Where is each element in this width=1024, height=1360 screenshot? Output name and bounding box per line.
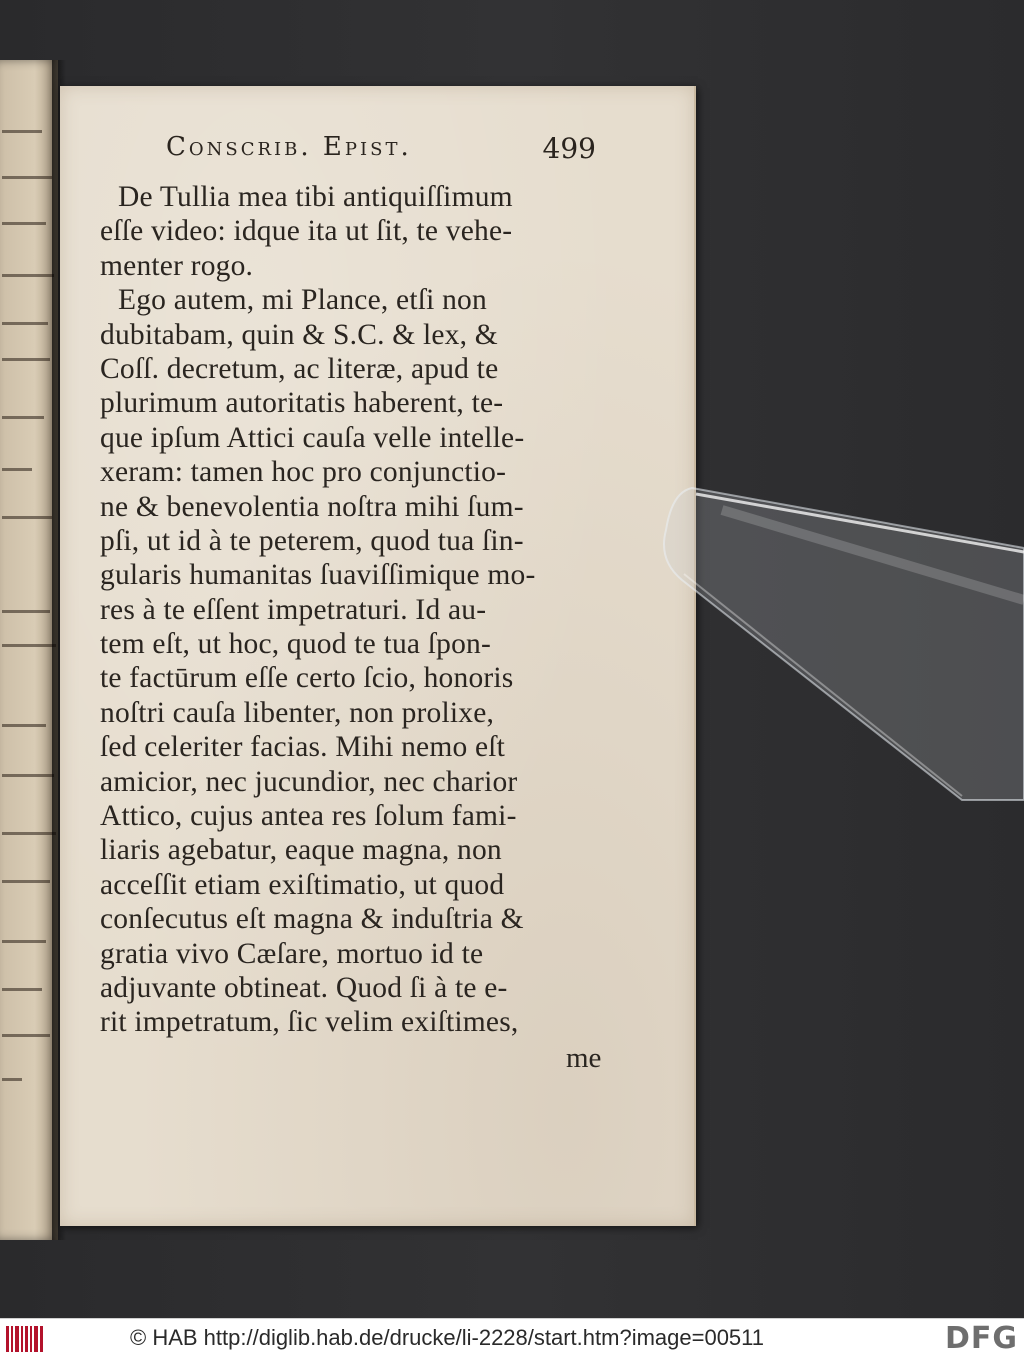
barcode-stripe bbox=[15, 1326, 19, 1352]
page-holder-clip bbox=[662, 470, 1024, 590]
barcode-stripe bbox=[6, 1326, 9, 1352]
text-line: xeram: tamen hoc pro conjunctio- bbox=[100, 456, 507, 489]
barcode-stripe bbox=[25, 1326, 28, 1352]
text-line: Coſſ. decretum, ac literæ, apud te bbox=[100, 352, 499, 385]
text-line: pſi, ut id à te peterem, quod tua ſin- bbox=[100, 524, 524, 557]
text-line: acceſſit etiam exiſtimatio, ut quod bbox=[100, 868, 505, 901]
barcode-stripe bbox=[34, 1326, 38, 1352]
barcode-stripe bbox=[21, 1326, 23, 1352]
previous-page-text-fragment bbox=[2, 724, 46, 727]
previous-page-text-fragment bbox=[2, 222, 46, 225]
previous-page-text-fragment bbox=[2, 274, 54, 277]
body-text bbox=[100, 180, 610, 1040]
running-head bbox=[104, 132, 604, 172]
text-line: dubitabam, quin & S.C. & lex, & bbox=[100, 318, 498, 351]
catchword: me bbox=[566, 1042, 602, 1074]
previous-page-text-fragment bbox=[2, 322, 48, 325]
text-line: te factūrum eſſe certo ſcio, honoris bbox=[100, 662, 514, 695]
hab-barcode-logo bbox=[6, 1326, 46, 1352]
barcode-stripe bbox=[30, 1326, 32, 1352]
running-title: Conscrib. Epist. bbox=[166, 132, 412, 162]
footer-bar bbox=[0, 1318, 1024, 1360]
previous-page-text-fragment bbox=[2, 880, 50, 883]
text-line: plurimum autoritatis haberent, te- bbox=[100, 387, 504, 420]
text-line: eſſe video: idque ita ut ſit, te vehe- bbox=[100, 215, 513, 248]
previous-page-text-fragment bbox=[2, 130, 42, 133]
text-line: menter rogo. bbox=[100, 249, 254, 282]
text-line: que ipſum Attici cauſa velle intelle- bbox=[100, 421, 525, 454]
previous-page-text-fragment bbox=[2, 832, 56, 835]
previous-page-text-fragment bbox=[2, 358, 50, 361]
text-line: Ego autem, mi Plance, etſi non bbox=[118, 284, 487, 317]
page-number: 499 bbox=[542, 132, 596, 165]
text-line: rit impetratum, ſic velim exiſtimes, bbox=[100, 1006, 519, 1039]
previous-page-text-fragment bbox=[2, 468, 32, 471]
text-line: tem eſt, ut hoc, quod te tua ſpon- bbox=[100, 628, 492, 661]
text-line: Attico, cujus antea res ſolum fami- bbox=[100, 800, 517, 833]
previous-page-text-fragment bbox=[2, 516, 52, 519]
text-line: gratia vivo Cæſare, mortuo id te bbox=[100, 937, 484, 970]
barcode-stripe bbox=[11, 1326, 13, 1352]
previous-page-text-fragment bbox=[2, 416, 44, 419]
text-line: noſtri cauſa libenter, non prolixe, bbox=[100, 696, 495, 729]
previous-page-text-fragment bbox=[2, 610, 50, 613]
dfg-logo: DFG bbox=[944, 1321, 1018, 1356]
text-line: res à te eſſent impetraturi. Id au- bbox=[100, 593, 487, 626]
previous-page-text-fragment bbox=[2, 176, 52, 179]
text-line: gularis humanitas ſuaviſſimique mo- bbox=[100, 559, 536, 592]
barcode-stripe bbox=[40, 1326, 43, 1352]
previous-page-edge bbox=[0, 60, 58, 1240]
text-line: amicior, nec jucundior, nec charior bbox=[100, 765, 518, 798]
previous-page-text-fragment bbox=[2, 940, 46, 943]
copyright-link[interactable]: © HAB http://diglib.hab.de/drucke/li-2228/start.htm?image=00511 bbox=[130, 1325, 765, 1350]
text-line: adjuvante obtineat. Quod ſi à te e- bbox=[100, 971, 508, 1004]
previous-page-text-fragment bbox=[2, 1078, 22, 1081]
text-line: liaris agebatur, eaque magna, non bbox=[100, 834, 502, 867]
previous-page-text-fragment bbox=[2, 988, 42, 991]
previous-page-text-fragment bbox=[2, 644, 56, 647]
text-line: conſecutus eſt magna & induſtria & bbox=[100, 903, 524, 936]
text-line: ſed celeriter facias. Mihi nemo eſt bbox=[100, 731, 506, 764]
previous-page-text-fragment bbox=[2, 1034, 50, 1037]
text-line: ne & benevolentia noſtra mihi ſum- bbox=[100, 490, 524, 523]
text-line: De Tullia mea tibi antiquiſſimum bbox=[118, 181, 513, 213]
previous-page-text-fragment bbox=[2, 774, 54, 777]
